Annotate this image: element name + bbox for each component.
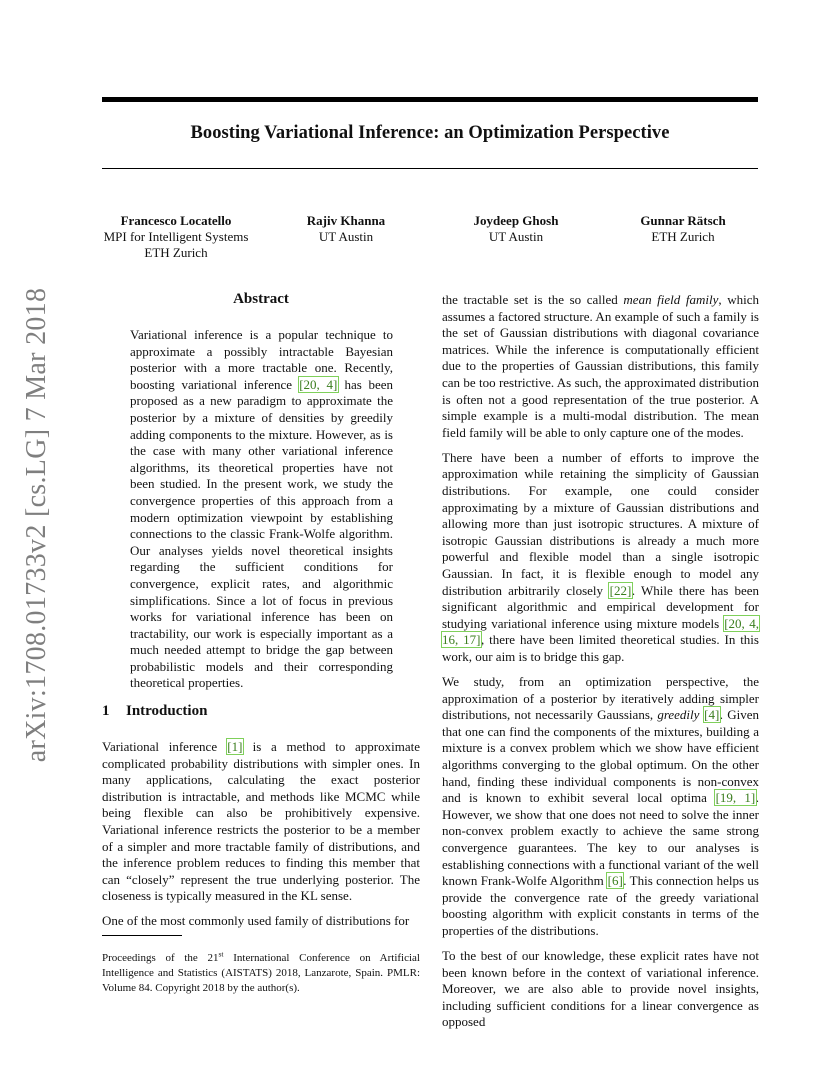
arxiv-stamp xyxy=(12,287,62,763)
author-name: Francesco Locatello xyxy=(120,213,232,228)
citation-link[interactable]: [1] xyxy=(227,739,243,754)
author-block xyxy=(86,213,266,261)
author-block xyxy=(276,213,416,245)
emphasis-text: greedily xyxy=(657,707,700,723)
paragraph-text: To the best of our knowledge, these explicit rates have not been known before in the context of variational inference. Moreover, we are also able to provide novel insights, including sufficient conditions for a linear convergence as opposed xyxy=(442,948,759,1030)
author-name: Joydeep Ghosh xyxy=(473,213,559,228)
abstract-text: has been proposed as a new paradigm to approximate the posterior by a mixture of densities by greedily adding components to the mixture. However, as is the case with many other variational inference algorithms, its theoretical properties have not been studied. In the present work, we study the convergence properties of this approach from a modern optimization viewpoint by establishing connections to the classic Frank-Wolfe algorithm. Our analyses yields novel theoretical insights regarding the sufficient conditions for convergence, explicit rates, and algorithmic simplifications. Since a lot of focus in previous works for variational inference has been on tractability, our work is especially important as a much needed attempt to bridge the gap between probabilistic models and their corresponding theoretical properties. xyxy=(130,376,393,691)
section-number: 1 xyxy=(102,703,110,719)
paragraph-text: . While there has been significant algorithmic and empirical development for studying variational inference using mixture models xyxy=(442,582,759,631)
paragraph xyxy=(102,913,420,930)
paper-title: Boosting Variational Inference: an Optimization Perspective xyxy=(190,123,670,143)
paragraph-text: , which assumes a factored structure. An example of such a family is the set of Gaussian distributions with diagonal covariance matrices. While the inference is computationally efficient due to the properties of Gaussian distributions, this family can be too restrictive. As such, the approximated distribution is often not a good representation of the true posterior. A simple example is a multi-modal distribution. The mean field family will be able to only capture one of the modes. xyxy=(442,292,759,440)
abstract-body xyxy=(130,327,393,692)
paragraph-text: , there have been limited theoretical studies. In this work, our aim is to bridge this gap. xyxy=(442,632,759,664)
emphasis-text: mean field family xyxy=(623,292,719,307)
author-affiliation: ETH Zurich xyxy=(144,245,208,260)
paragraph-text: . However, we show that one does not need to solve the inner non-convex problem exactly to achieve the same strong convergence guarantees. The key to our analyses is establishing connections with a functional variant of the well known Frank-Wolfe Algorithm xyxy=(442,790,759,889)
author-affiliation: UT Austin xyxy=(318,229,374,244)
title-rule-top xyxy=(102,97,758,102)
author-block xyxy=(446,213,586,245)
citation-link[interactable]: [19, 1] xyxy=(715,790,756,806)
citation-link[interactable]: [22] xyxy=(609,582,632,598)
citation-link[interactable]: [4] xyxy=(704,707,720,723)
paragraph-text: One of the most commonly used family of distributions for xyxy=(102,913,410,929)
left-column-body xyxy=(102,739,420,939)
citation-link[interactable]: [6] xyxy=(607,873,623,889)
citation-link[interactable]: [20, 4, 16, 17] xyxy=(442,615,759,648)
paragraph xyxy=(102,739,420,905)
section-title: Introduction xyxy=(126,703,208,719)
paragraph-text: . This connection helps us provide the convergence rate of the greedy variational boosting algorithm with explicit constants in terms of the properties of the distributions. xyxy=(442,873,759,938)
paragraph-text: Variational inference xyxy=(102,739,227,754)
footnote-text: Proceedings of the 21 xyxy=(102,952,219,964)
paragraph xyxy=(442,948,759,1031)
citation-link[interactable]: [20, 4] xyxy=(299,376,338,392)
paragraph-text: is a method to approximate complicated probability distributions with simpler ones. In many applications, calculating the exact posterior distribution is intractable, and methods like MCMC while being flexible can also be prohibitively expensive. Variational inference restricts the posterior to be a member of a simpler and more tractable family of distributions, and the inference problem reduces to finding this member that can “closely” represent the true underlying posterior. The closeness is typically measured in the KL sense. xyxy=(102,739,420,904)
paragraph xyxy=(442,450,759,666)
paragraph-text: We study, from an optimization perspective, the approximation of a posterior by iteratively adding simpler distributions, not necessarily Gaussians, xyxy=(442,674,759,723)
abstract-text: Variational inference is a popular technique to approximate a possibly intractable Bayesian posterior with a more tractable one. Recently, boosting variational inference xyxy=(130,327,393,392)
author-name: Gunnar Rätsch xyxy=(640,213,726,228)
footnote xyxy=(102,951,420,996)
author-block xyxy=(613,213,753,245)
paragraph-text: . Given that one can find the components of the mixtures, building a mixture is a convex problem which we show have efficient algorithms converging to the global optimum. On the other hand, finding these individual components is non-convex and is known to exhibit several local optima xyxy=(442,707,759,806)
author-affiliation: MPI for Intelligent Systems xyxy=(103,229,249,244)
abstract-heading: Abstract xyxy=(233,291,289,307)
footnote-rule xyxy=(102,935,182,936)
author-affiliation: ETH Zurich xyxy=(651,229,715,244)
paragraph xyxy=(442,674,759,940)
paragraph-text: the tractable set is the so called xyxy=(442,292,624,307)
right-column-body xyxy=(442,292,759,1040)
paragraph xyxy=(442,292,759,441)
footnote-superscript: st xyxy=(218,949,224,959)
arxiv-id: arXiv:1708.01733v2 [cs.LG] 7 Mar 2018 xyxy=(21,287,52,763)
section-heading xyxy=(102,703,207,720)
author-affiliation: UT Austin xyxy=(488,229,544,244)
author-name: Rajiv Khanna xyxy=(306,213,386,228)
footnote-text: International Conference on Artificial Intelligence and Statistics (AISTATS) 2018, Lanzarote, Spain. PMLR: Volume 84. Copyright 2018 by the author(s). xyxy=(102,952,420,994)
paragraph-text: There have been a number of efforts to improve the approximation while retaining the simplicity of Gaussian distributions. For example, one could consider approximating by a mixture of Gaussian distributions and allowing more than just isotropic structures. A mixture of isotropic Gaussian distributions is already a much more powerful and flexible model than a single isotropic Gaussian. In fact, it is flexible enough to model any distribution arbitrarily closely xyxy=(442,449,759,598)
title-rule-bottom xyxy=(102,168,758,169)
